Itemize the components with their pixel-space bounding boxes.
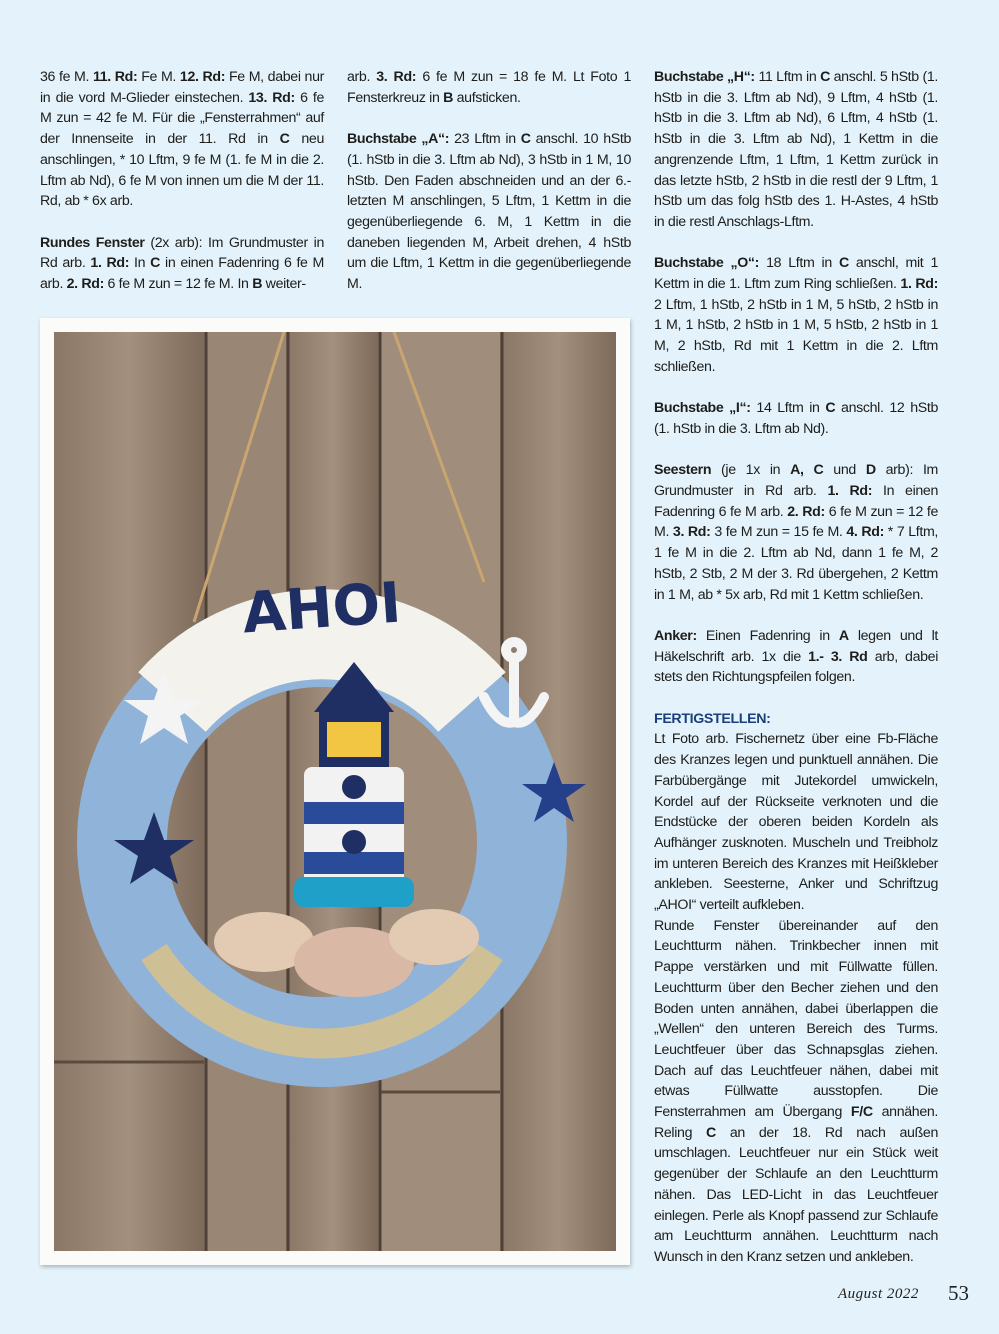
text-run: weiter- [262,276,306,293]
bold-term: C [279,131,290,148]
text-run: 23 Lftm in [449,131,521,148]
bold-term: C [520,131,531,148]
text-run: anschl. 5 hStb (1. hStb in die 3. Lftm ab Nd), 9 Lftm, 4 hStb (1. hStb in die 3. Lftm ab Nd), 6 Lftm, 4 hStb (1. hStb in die 3. Lftm ab Nd), 1 Kettm in die angrenzende Lftm, 1 Lftm, 1 Kettm zurück in das letzte hStb, 2 hStb in die restl der 9 Lftm, 1 hStb um das folg hStb des 1. H-Astes, 4 hStb in die restl Anschlags-Lftm. [654,69,938,230]
text-run: anschl, mit 1 Kettm in die 1. Lftm zum Ring schließen. [654,255,938,293]
text-run: arb. [347,69,377,85]
bold-term: 11. Rd: [92,69,138,85]
text-run: Einen Fadenring in [696,627,839,644]
text-run: 2 Lftm, 1 hStb, 2 hStb in 1 M, 5 hStb, 2 hStb in 1 M, 1 hStb, 2 hStb in 1 M, 5 hStb, 2 hStb in 1 M, 2 hStb, Rd mit 1 Kettm in die 2. Lftm schließen. [654,296,938,375]
paragraph [654,729,938,915]
page-number: 53 [948,1281,969,1305]
text-run: in einen Fadenring 6 fe M arb. [40,255,325,293]
text-run: annähen. Reling [654,1104,939,1141]
paragraph [347,129,631,295]
text-run: * 7 Lftm, 1 fe M in die 2. Lftm ab Nd, dann 1 fe M, 2 hStb, 2 Stb, 2 M der 3. Rd übergehen, 2 Kettm in 1 M, ab * 5x arb, Rd mit 1 Kettm schließen. [654,524,939,603]
text-run: Fe M. [137,69,180,85]
bold-term: 12. Rd: [179,69,226,85]
text-run: neu anschlingen, * 10 Lftm, 9 fe M (1. fe M in die 2. Lftm ab Nd), 6 fe M von innen um die M der 11. Rd, ab * 6x arb. [40,131,325,210]
bold-term: 1.- 3. Rd [808,648,868,665]
paragraph [654,67,938,233]
bold-term: 2. Rd: [66,276,104,293]
bold-term: 1. Rd: [900,276,938,293]
text-run: Runde Fenster übereinander auf den Leuchtturm nähen. Trinkbecher innen mit Pappe verstärken und mit Füllwatte füllen. Leuchtturm über den Becher ziehen und den Boden unten annähen, dabei überlappen die „Wellen“ den unteren Bereich des Turms. Leuchtfeuer über das Schnapsglas ziehen. Dach auf das Leuchtfeuer nähen, dabei mit etwas Füllwatte ausstopfen. Die Fensterrahmen am Übergang [654,917,938,1121]
bold-term: Buchstabe „H“: [654,69,755,85]
text-run: 14 Lftm in [750,400,826,417]
text-run: aufsticken. [453,89,521,106]
bold-term: D [865,462,876,479]
text-run: 6 fe M zun = 42 fe M. Für die „Fensterrahmen“ auf der Innenseite in der 11. Rd in [40,89,324,148]
section-heading: FERTIGSTELLEN: [654,710,771,727]
bold-term: 3. Rd: [672,524,711,541]
bold-term: B [252,276,263,293]
bold-term: 2. Rd: [787,503,825,520]
bold-term: 4. Rd: [846,524,884,541]
text-run: und [823,462,866,479]
text-run: 6 fe M zun = 12 fe M. In [103,276,253,293]
text-run: arb): Im Grundmuster in Rd arb. [654,462,938,500]
text-run: (2x arb): Im Grundmuster in Rd arb. [40,234,324,272]
paragraph [40,67,324,212]
wreath-lettering: AHOI [240,570,404,647]
bold-term: C [838,255,849,272]
bold-term: C [150,255,161,272]
bold-term: Buchstabe „O“: [654,255,760,272]
bold-term: 13. Rd: [248,89,295,106]
text-run: Fe M, dabei nur in die vord M-Glieder einstechen. [40,69,324,106]
bold-term: A, C [790,462,824,479]
text-run: Lt Foto arb. Fischernetz über eine Fb-Fläche des Kranzes legen und punktuell annähen. Die Farbübergänge mit Jutekordel umwickeln, Kordel auf der Rückseite verknoten und die Endstücke der oberen beiden Kordeln als Aufhänger zusknoten. Muscheln und Treibholz im unteren Bereich des Kranzes mit Heißkleber ankleben. Seesterne, Anker und Schriftzug „AHOI“ verteilt aufkleben. [654,731,938,914]
paragraph [654,253,938,377]
text-run: 18 Lftm in [759,255,839,272]
paragraph [40,233,324,295]
text-run: 3 fe M zun = 15 fe M. [710,524,847,541]
bold-term: Rundes Fenster [40,234,145,251]
bold-term: F/C [850,1104,873,1121]
bold-term: A [838,627,849,644]
issue-date: August 2022 [838,1286,919,1302]
bold-term: Anker: [654,627,697,644]
paragraph [654,916,938,1268]
bold-term: Seestern [654,462,712,479]
text-column-1 [40,67,324,315]
text-run: 6 fe M zun = 12 fe M. [654,503,939,541]
text-run: In einen Fadenring 6 fe M arb. [654,483,939,520]
paragraph [347,67,631,108]
text-run: 6 fe M zun = 18 fe M. Lt Foto 1 Fensterkreuz in [347,69,631,106]
text-run: 36 fe M. [40,69,93,85]
bold-term: C [706,1124,716,1141]
bold-term: C [820,69,830,85]
text-run: anschl. 12 hStb (1. hStb in die 3. Lftm ab Nd). [654,400,938,437]
text-run: legen und lt Häkelschrift arb. 1x die [654,627,938,665]
bold-term: Buchstabe „A“: [347,131,450,148]
wreath-photo [40,318,630,1265]
bold-term: C [825,400,836,417]
text-column-3 [654,67,938,1288]
bold-term: Buchstabe „I“: [654,400,751,417]
paragraph [654,398,938,439]
text-column-2 [347,67,631,315]
text-run: In [129,255,151,272]
text-run: anschl. 10 hStb (1. hStb in die 3. Lftm ab Nd), 3 hStb in 1 M, 10 hStb. Den Faden abschneiden und an der 6.-letzten M anschlingen, 5 Lftm, 1 Kettm in die gegenüberliegende 6. M, 1 Kettm in die daneben liegenden M, Arbeit drehen, 4 hStb um die Lftm, 1 Kettm in die gegenüberliegende M. [347,131,631,293]
paragraph [654,626,938,688]
text-run: arb, dabei stets den Richtungspfeilen folgen. [654,648,938,686]
text-run: 11 Lftm in [754,69,821,85]
bold-term: B [443,89,454,106]
wreath-illustration [54,332,616,1251]
bold-term: 1. Rd: [827,483,873,500]
text-run: an der 18. Rd nach außen umschlagen. Leuchtfeuer nur ein Stück weit gegenüber der Schlaufe an den Leuchtturm nähen. Das LED-Licht in das Leuchtfeuer einlegen. Perle als Knopf passend zur Schlaufe am Leuchtturm annähen. Leuchtturm nach Wunsch in den Kranz setzen und ankleben. [654,1124,938,1265]
paragraph [654,460,938,605]
text-run: (je 1x in [711,462,791,479]
bold-term: 3. Rd: [376,69,417,85]
bold-term: 1. Rd: [90,255,130,272]
